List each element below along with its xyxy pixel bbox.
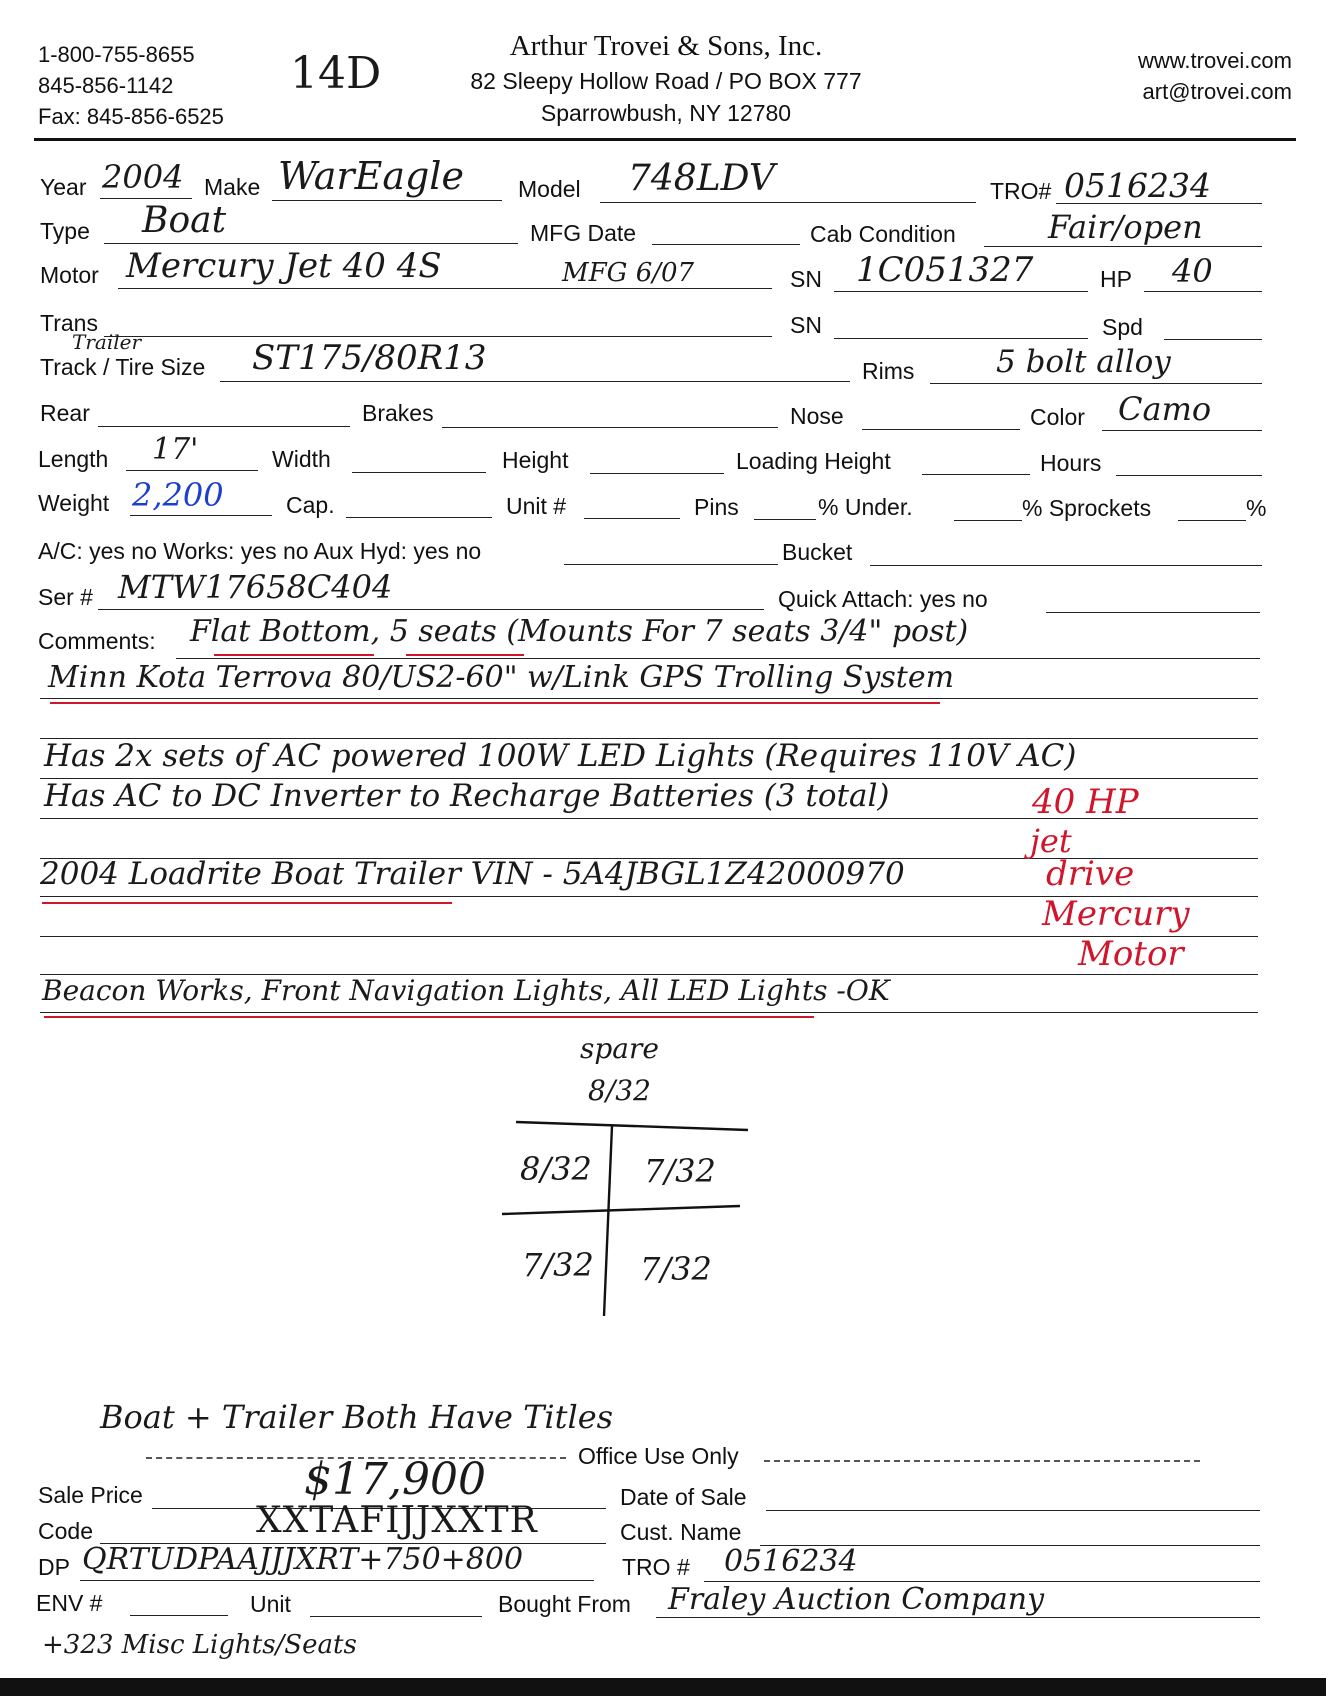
track-tire-label: Track / Tire Size — [40, 354, 206, 380]
fax-number: Fax: 845-856-6525 — [38, 104, 224, 129]
pct-under-label: % Under. — [818, 494, 913, 520]
tro-office-label: TRO # — [622, 1554, 690, 1580]
side-note-line-4: Mercury — [1042, 894, 1190, 934]
rims-line — [930, 383, 1262, 384]
loading-height-label: Loading Height — [736, 448, 891, 474]
loading-height-line — [922, 474, 1030, 475]
comment-line-4[interactable]: Has AC to DC Inverter to Recharge Batteries (3 total) — [44, 778, 890, 814]
hp-value[interactable]: 40 — [1172, 252, 1213, 290]
cust-name-label: Cust. Name — [620, 1519, 742, 1545]
cab-condition-value[interactable]: Fair/open — [1048, 208, 1203, 246]
cab-condition-line — [984, 246, 1262, 247]
unit-label: Unit — [250, 1591, 291, 1617]
length-line — [126, 470, 258, 471]
side-note-line-3: drive — [1046, 854, 1135, 894]
pct-sprockets-label: % Sprockets — [1022, 495, 1152, 521]
height-line — [590, 473, 724, 474]
pins-line — [754, 519, 816, 520]
comment-line-2[interactable]: Minn Kota Terrova 80/US2-60" w/Link GPS Trolling System — [48, 660, 955, 695]
bucket-line — [870, 565, 1262, 566]
unit-line — [310, 1616, 482, 1617]
tread-grid-horizontal-line — [502, 1206, 740, 1214]
type-value[interactable]: Boat — [142, 200, 227, 241]
hp-line — [1144, 291, 1262, 292]
color-line — [1102, 430, 1262, 431]
company-website[interactable]: www.trovei.com — [1137, 48, 1292, 73]
comment-underline-5 — [42, 902, 452, 904]
spare-value: 8/32 — [588, 1074, 651, 1107]
sale-price-value[interactable]: $17,900 — [304, 1454, 486, 1505]
company-name: Arthur Trovei & Sons, Inc. — [509, 30, 823, 62]
header-divider — [34, 138, 1296, 141]
spd-label: Spd — [1102, 314, 1143, 340]
tread-front-right: 7/32 — [644, 1152, 716, 1190]
cab-condition-label: Cab Condition — [810, 221, 956, 247]
pins-label: Pins — [694, 494, 739, 520]
office-use-only-heading: Office Use Only — [578, 1443, 739, 1469]
company-email[interactable]: art@trovei.com — [1142, 79, 1292, 104]
weight-label: Weight — [38, 490, 110, 516]
height-label: Height — [502, 447, 569, 473]
date-of-sale-label: Date of Sale — [620, 1484, 747, 1510]
comment-line-6[interactable]: Beacon Works, Front Navigation Lights, All LED Lights -OK — [42, 974, 890, 1007]
make-label: Make — [204, 174, 261, 200]
unit-number-label: Unit # — [506, 493, 567, 519]
tread-rear-left: 7/32 — [522, 1246, 594, 1284]
comment-line-1[interactable]: Flat Bottom, 5 seats (Mounts For 7 seats 3/4" post) — [190, 614, 969, 649]
quick-attach-label: Quick Attach: yes no — [778, 586, 988, 612]
comments-line-1 — [40, 698, 1258, 699]
motor-mfg-value[interactable]: MFG 6/07 — [562, 258, 695, 288]
bought-from-value[interactable]: Fraley Auction Company — [668, 1582, 1045, 1617]
type-label: Type — [40, 218, 90, 244]
comments-line-0 — [176, 658, 1260, 659]
dp-value[interactable]: QRTUDPAAJJJXRT+750+800 — [82, 1542, 524, 1577]
model-line — [600, 202, 976, 203]
weight-line — [130, 515, 272, 516]
tro-label: TRO# — [990, 178, 1052, 204]
trans-label: Trans — [40, 310, 98, 336]
sn-line — [834, 291, 1088, 292]
motor-label: Motor — [40, 262, 99, 288]
length-value[interactable]: 17' — [152, 432, 199, 467]
cap-label: Cap. — [286, 492, 335, 518]
model-value[interactable]: 748LDV — [628, 158, 775, 199]
rear-label: Rear — [40, 400, 90, 426]
year-label: Year — [40, 174, 87, 200]
hours-label: Hours — [1040, 450, 1102, 476]
comments-line-7 — [40, 936, 1258, 937]
phone-local: 845-856-1142 — [38, 73, 174, 98]
titles-note: Boat + Trailer Both Have Titles — [100, 1398, 614, 1436]
width-label: Width — [272, 446, 331, 472]
code-value[interactable]: XXTAFIJJXXTR — [256, 1500, 538, 1541]
motor-value[interactable]: Mercury Jet 40 4S — [126, 246, 442, 286]
sn-label: SN — [790, 266, 822, 292]
year-line — [100, 198, 192, 199]
date-of-sale-line — [766, 1510, 1260, 1511]
model-label: Model — [518, 176, 581, 202]
bucket-label: Bucket — [782, 539, 853, 565]
trans-sn-line — [834, 338, 1088, 339]
comments-line-9 — [40, 1012, 1258, 1013]
tread-rear-right: 7/32 — [640, 1250, 712, 1288]
tro-value[interactable]: 0516234 — [1064, 166, 1211, 205]
company-address-line2: Sparrowbush, NY 12780 — [540, 100, 792, 126]
rear-line — [98, 426, 350, 427]
brakes-label: Brakes — [362, 400, 434, 426]
ser-label: Ser # — [38, 584, 93, 610]
weight-value[interactable]: 2,200 — [132, 476, 224, 514]
tread-grid-vertical-line — [604, 1126, 612, 1316]
sprockets-line — [1178, 520, 1246, 521]
year-value[interactable]: 2004 — [102, 158, 184, 196]
comment-underline-1b — [406, 654, 524, 656]
ac-works-aux-label: A/C: yes no Works: yes no Aux Hyd: yes no — [38, 538, 482, 564]
side-note-line-5: Motor — [1078, 934, 1184, 974]
pct-sign: % — [1246, 495, 1267, 521]
comment-line-3[interactable]: Has 2x sets of AC powered 100W LED Lights (Requires 110V AC) — [44, 738, 1077, 774]
comment-line-5[interactable]: 2004 Loadrite Boat Trailer VIN - 5A4JBGL1Z42000970 — [40, 856, 905, 892]
quick-attach-line — [1046, 612, 1260, 613]
dp-label: DP — [38, 1554, 70, 1580]
code-label: Code — [38, 1518, 93, 1544]
comments-label: Comments: — [38, 628, 156, 654]
width-line — [352, 472, 486, 473]
comment-underline-6 — [44, 1016, 814, 1018]
trans-sn-label: SN — [790, 312, 822, 338]
spare-label: spare — [580, 1032, 659, 1065]
color-value[interactable]: Camo — [1118, 390, 1212, 428]
make-value[interactable]: WarEagle — [278, 154, 464, 198]
env-line — [130, 1615, 228, 1616]
motor-line — [118, 288, 772, 289]
rims-label: Rims — [862, 358, 915, 384]
sale-price-label: Sale Price — [38, 1482, 143, 1508]
trans-line — [104, 336, 772, 337]
tro-office-value[interactable]: 0516234 — [724, 1544, 858, 1579]
mfg-date-label: MFG Date — [530, 220, 637, 246]
scan-edge — [0, 1678, 1326, 1696]
dp-line — [80, 1580, 594, 1581]
type-line — [104, 243, 518, 244]
spd-line — [1164, 339, 1262, 340]
ser-value[interactable]: MTW17658C404 — [118, 568, 393, 606]
footer-note: +323 Misc Lights/Seats — [42, 1630, 357, 1660]
tread-front-left: 8/32 — [520, 1150, 592, 1188]
comment-underline-2 — [50, 702, 940, 704]
bought-from-label: Bought From — [498, 1591, 631, 1617]
initials-mark: 14D — [290, 48, 382, 99]
mfg-date-line — [652, 244, 800, 245]
unit-number-line — [584, 518, 680, 519]
tread-grid-top-line — [516, 1122, 748, 1130]
nose-line — [862, 429, 1020, 430]
sn-value[interactable]: 1C051327 — [856, 250, 1034, 290]
office-dash-right — [764, 1460, 1200, 1462]
side-note-line-1: 40 HP — [1032, 782, 1139, 822]
length-label: Length — [38, 446, 109, 472]
color-label: Color — [1030, 404, 1085, 430]
env-label: ENV # — [36, 1590, 103, 1616]
ac-line — [564, 564, 778, 565]
tire-size-value[interactable]: ST175/80R13 — [252, 338, 487, 378]
side-note-line-2: jet — [1030, 822, 1072, 860]
trailer-note: Trailer — [72, 330, 142, 354]
ser-line — [98, 609, 764, 610]
phone-tollfree: 1-800-755-8655 — [38, 42, 195, 67]
hp-label: HP — [1100, 266, 1132, 292]
nose-label: Nose — [790, 403, 844, 429]
brakes-line — [442, 427, 778, 428]
under-line — [954, 520, 1022, 521]
comment-underline-1a — [214, 654, 374, 656]
tire-size-line — [220, 381, 850, 382]
hours-line — [1116, 475, 1262, 476]
rims-value[interactable]: 5 bolt alloy — [996, 344, 1171, 380]
make-line — [272, 200, 502, 201]
company-address-line1: 82 Sleepy Hollow Road / PO BOX 777 — [470, 68, 862, 94]
bought-from-line — [656, 1617, 1260, 1618]
cap-line — [346, 517, 492, 518]
